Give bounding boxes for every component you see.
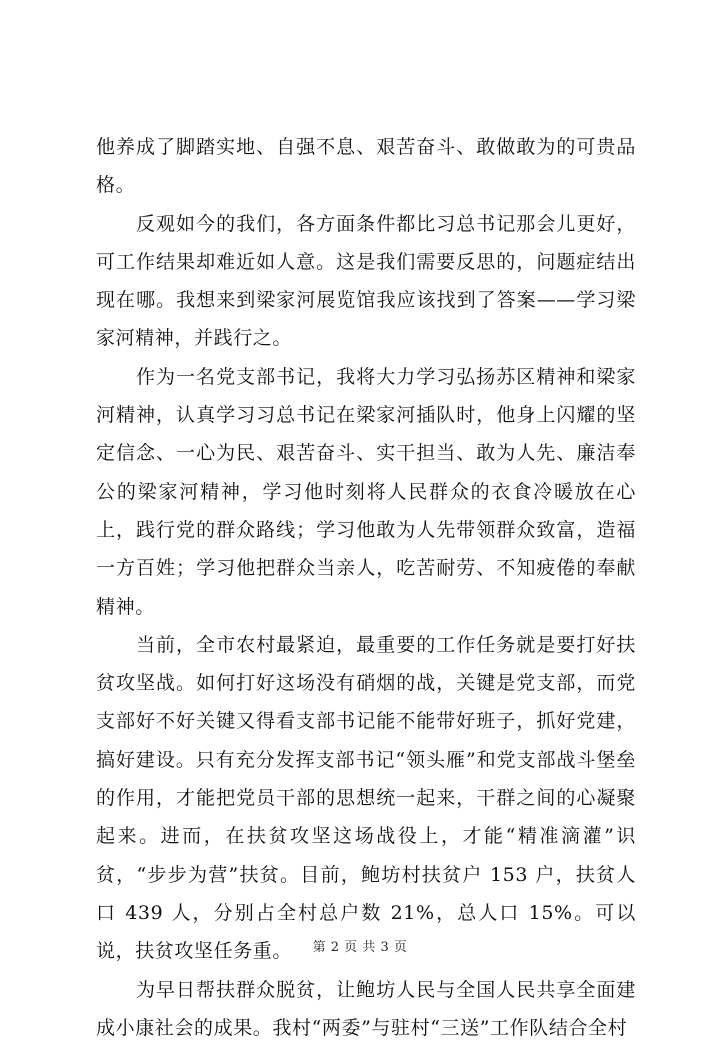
paragraph-reflection: 反观如今的我们，各方面条件都比习总书记那会儿更好，可工作结果却难近如人意。这是我们需要反思的，问题症结出现在哪。我想来到梁家河展览馆我应该找到了答案——学习梁家河精神，并践行之。 <box>96 212 636 350</box>
paragraph-party-secretary: 作为一名党支部书记，我将大力学习弘扬苏区精神和梁家河精神，认真学习习总书记在梁家河插队时，他身上闪耀的坚定信念、一心为民、艰苦奋斗、实干担当、敢为人先、廉洁奉公的梁家河精神，学习他时刻将人民群众的衣食冷暖放在心上，践行党的群众路线；学习他敢为人先带领群众致富，造福一方百姓；学习他把群众当亲人，吃苦耐劳、不知疲倦的奉献精神。 <box>96 365 636 618</box>
paragraph-continued: 他养成了脚踏实地、自强不息、艰苦奋斗、敢做敢为的可贵品格。 <box>96 136 636 197</box>
paragraph-poverty-alleviation: 当前，全市农村最紧迫，最重要的工作任务就是要打好扶贫攻坚战。如何打好这场没有硝烟的战，关键是党支部，而党支部好不好关键又得看支部书记能不能带好班子，抓好党建，搞好建设。只有充分发挥支部书记“领头雁”和党支部战斗堡垒的作用，才能把党员干部的思想统一起来，干群之间的心凝聚起来。进而，在扶贫攻坚这场战役上，才能“精准滴灌”识贫，“步步为营”扶贫。目前，鲍坊村扶贫户 153 户，扶贫人口 439 人，分别占全村总户数 21%，总人口 15%。可以说，扶贫攻坚任务重。 <box>96 633 636 963</box>
paragraph-help-villagers: 为早日帮扶群众脱贫，让鲍坊人民与全国人民共享全面建成小康社会的成果。我村“两委”与驻村“三送”工作队结合全村 <box>96 978 636 1039</box>
page-number-footer: 第 2 页 共 3 页 <box>312 940 408 955</box>
document-body <box>96 128 636 1047</box>
